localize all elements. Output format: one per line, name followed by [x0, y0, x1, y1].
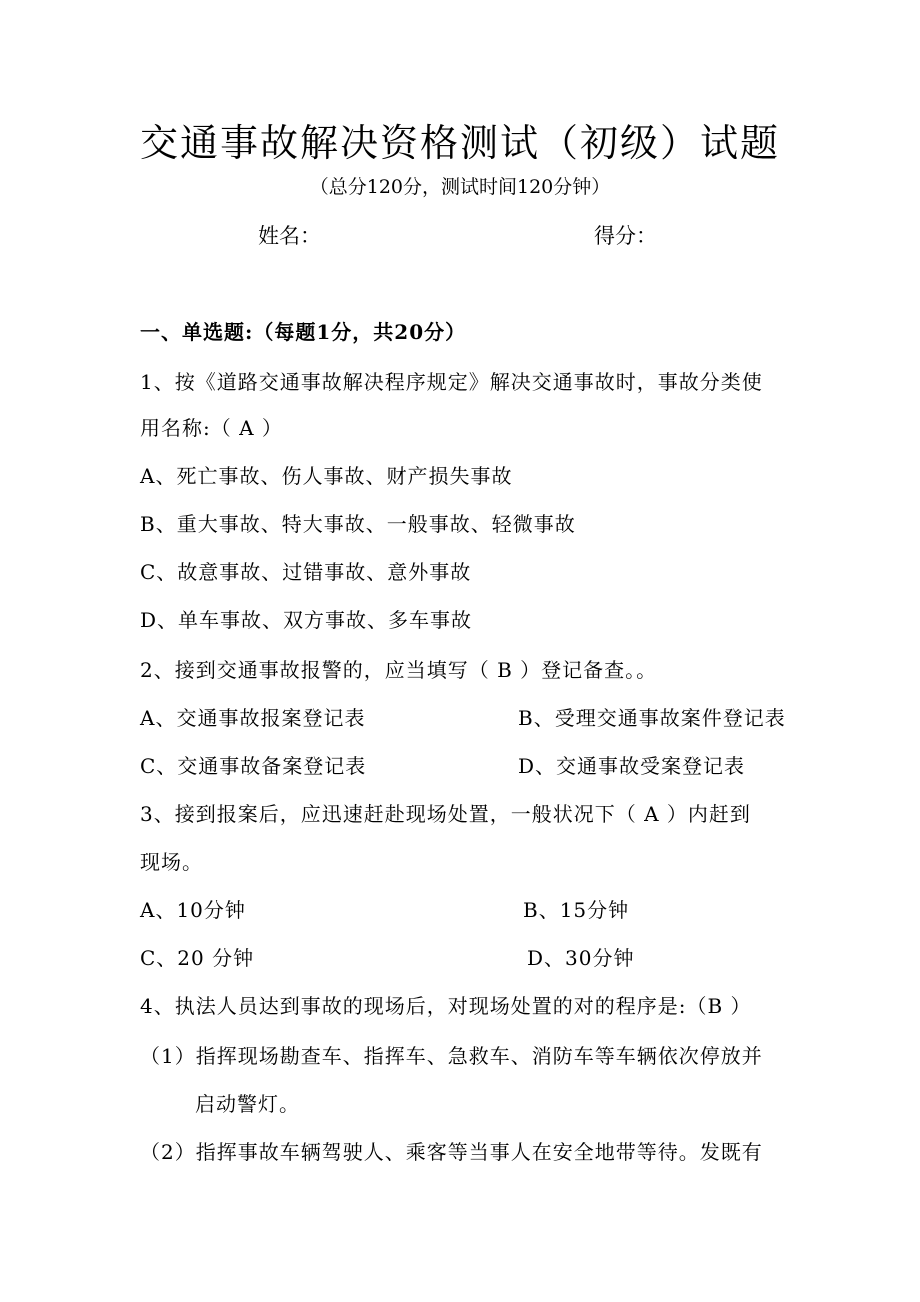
question-3-option-a: A、10分钟	[140, 898, 246, 922]
question-2-option-b: B、受理交通事故案件登记表	[518, 706, 786, 730]
question-4-text: 4、执法人员达到事故的现场后，对现场处置的对的程序是:（B ）	[140, 994, 752, 1018]
question-2-option-d: D、交通事故受案登记表	[518, 754, 746, 778]
question-1-option-a: A、死亡事故、伤人事故、财产损失事故	[140, 464, 513, 488]
score-label: 得分：	[594, 224, 657, 248]
page-title: 交通事故解决资格测试（初级）试题	[139, 121, 780, 165]
question-4-item-1-cont: 启动警灯。	[195, 1092, 300, 1116]
section-heading: 一、单选题:（每题1分，共20分）	[140, 320, 467, 344]
question-1-text-cont: 用名称:（ A ）	[140, 416, 283, 440]
page-subtitle: （总分120分，测试时间120分钟）	[309, 176, 611, 198]
question-2-text: 2、接到交通事故报警的，应当填写（ B ）登记备查。。	[140, 658, 658, 682]
question-3-text: 3、接到报案后，应迅速赶赴现场处置，一般状况下（ A ）内赶到	[140, 802, 751, 826]
question-1-text: 1、按《道路交通事故解决程序规定》解决交通事故时，事故分类使	[140, 370, 763, 394]
question-1-option-c: C、故意事故、过错事故、意外事故	[140, 560, 472, 584]
question-3-option-c: C、20 分钟	[140, 946, 255, 970]
question-1-option-b: B、重大事故、特大事故、一般事故、轻微事故	[140, 512, 576, 536]
question-3-option-d: D、30分钟	[527, 946, 635, 970]
question-1-option-d: D、单车事故、双方事故、多车事故	[140, 608, 473, 632]
question-2-option-a: A、交通事故报案登记表	[140, 706, 366, 730]
question-3-option-b: B、15分钟	[523, 898, 630, 922]
question-3-text-cont: 现场。	[140, 850, 203, 874]
question-4-item-2: （2）指挥事故车辆驾驶人、乘客等当事人在安全地带等待。发既有	[140, 1140, 763, 1164]
name-label: 姓名：	[258, 224, 321, 248]
question-4-item-1: （1）指挥现场勘查车、指挥车、急救车、消防车等车辆依次停放并	[140, 1044, 763, 1068]
question-2-option-c: C、交通事故备案登记表	[140, 754, 367, 778]
